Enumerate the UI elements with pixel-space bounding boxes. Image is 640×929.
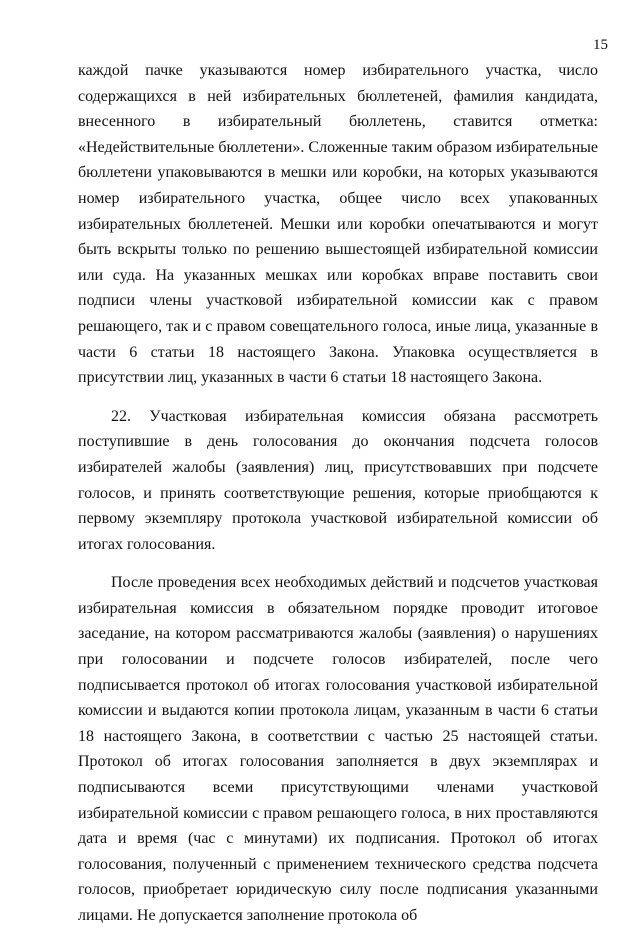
paragraph-item-22: 22. Участковая избирательная комиссия обязана рассмотреть поступившие в день голосования до окончания подсчета голосов избирателей жалобы (заявления) лиц, присутствовавших при подсчете голосов, и принять соответствующие решения, которые приобщаются к первому экземпляру протокола участковой избирательной комиссии об итогах голосования. [78, 407, 598, 553]
paragraph-continuation: каждой пачке указываются номер избирательного участка, число содержащихся в ней избирательных бюллетеней, фамилия кандидата, внесенного в избирательный бюллетень, ставится отметка: «Недействительные бюллетени». Сложенные таким образом избирательные бюллетени упаковываются в мешки или коробки, на которых указываются номер избирательного участка, общее число всех упакованных избирательных бюллетеней. Мешки или коробки опечатываются и могут быть вскрыты только по решению вышестоящей избирательной комиссии или суда. На указанных мешках или коробках вправе поставить свои подписи члены участковой избирательной комиссии как с правом решающего, так и с правом совещательного голоса, иные лица, указанные в части 6 статьи 18 настоящего Закона. Упаковка осуществляется в присутствии лиц, указанных в части 6 статьи 18 настоящего Закона. [78, 62, 598, 387]
paragraph-final-meeting: После проведения всех необходимых действий и подсчетов участковая избирательная комиссия в обязательном порядке проводит итоговое заседание, на котором рассматриваются жалобы (заявления) о нарушениях при голосовании и подсчете голосов избирателей, после чего подписывается протокол об итогах голосования участковой избирательной комиссии и выдаются копии протокола лицам, указанным в части 6 статьи 18 настоящего Закона, в соответствии с частью 25 настоящей статьи. Протокол об итогах голосования заполняется в двух экземплярах и подписываются всеми присутствующими членами участковой избирательной комиссии с правом решающего голоса, в них проставляются дата и время (час с минутами) их подписания. Протокол об итогах голосования, полученный с применением технического средства подсчета голосов, приобретает юридическую силу после подписания указанными лицами. Не допускается заполнение протокола об [78, 574, 598, 924]
page-number: 15 [593, 37, 608, 53]
document-body [78, 58, 598, 929]
